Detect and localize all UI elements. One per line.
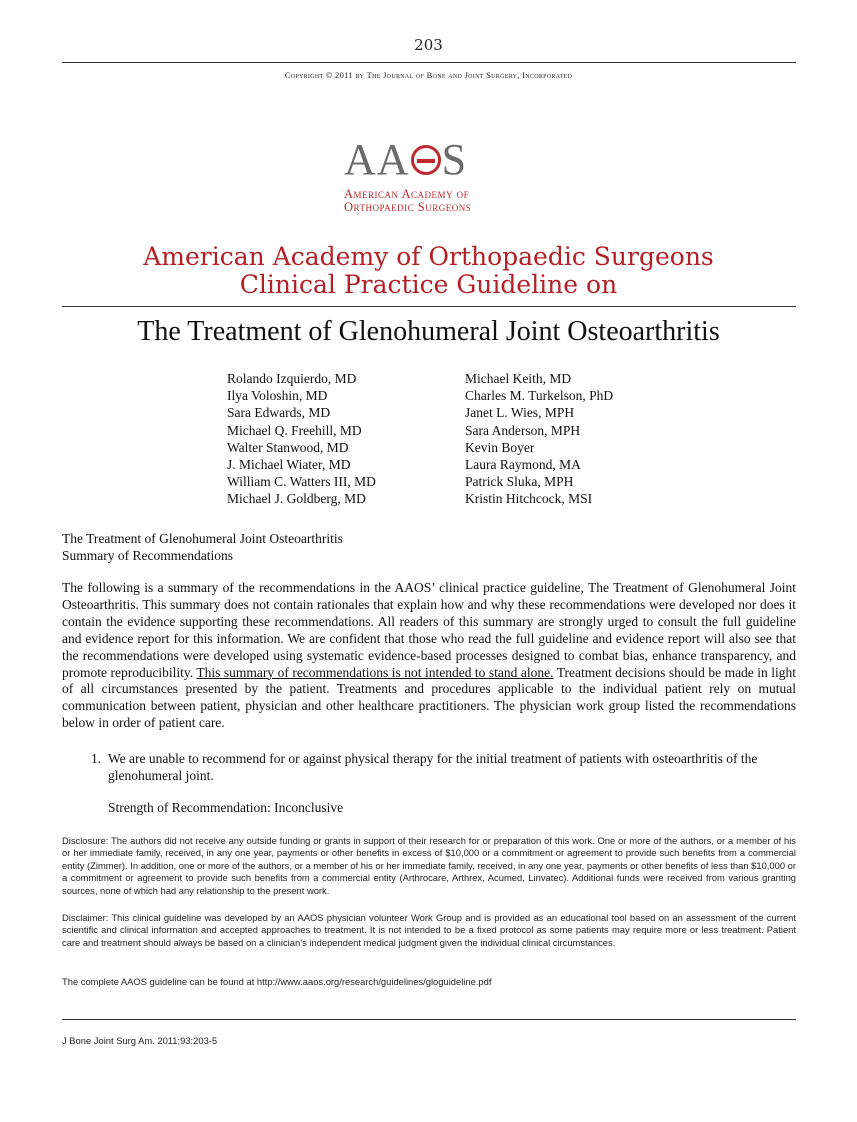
author: J. Michael Wiater, MD — [227, 457, 351, 473]
title-rule — [62, 306, 796, 307]
recommendation-number: 1. — [91, 751, 102, 766]
author: Sara Edwards, MD — [227, 405, 331, 421]
guideline-link-text: The complete AAOS guideline can be found at http://www.aaos.org/research/guidelines/gloguideline.pdf — [62, 976, 492, 987]
author: Michael J. Goldberg, MD — [227, 491, 366, 507]
author: Rolando Izquierdo, MD — [227, 371, 357, 386]
author: Ilya Voloshin, MD — [227, 388, 328, 404]
page-title: The Treatment of Glenohumeral Joint Osteoarthritis — [137, 316, 720, 347]
recommendation-strength: Strength of Recommendation: Inconclusive — [108, 800, 344, 815]
summary-text-part1: The following is a summary of the recommendations in the AAOS’ clinical practice guideline, The Treatment of Glenohumeral Joint Osteoarthritis. This summary does not contain rationales that explain how and why these recommendations were developed nor does it contain the evidence supporting these recommendations. All readers of this summary are strongly urged to consult the full guideline and evidence report for this information. We are confident that those who read the full guideline and evidence report will also see that the recommendations were developed using systematic evidence-based processes designed to combat bias, enhance transparency, and promote reproducibility. — [62, 580, 796, 680]
aaos-logo-mark — [344, 135, 524, 184]
citation-footer: J Bone Joint Surg Am. 2011;93:203-5 — [62, 1035, 218, 1046]
footer-rule — [62, 1019, 796, 1020]
summary-underlined-text: This summary of recommendations is not intended to stand alone. — [196, 664, 554, 680]
summary-heading — [62, 530, 343, 564]
summary-text-part2: Treatment decisions should be made in light of all circumstances presented by the patient. Treatments and procedures applicable to the individual patient rely on mutual communication between patient, physician and other healthcare practitioners. The physician work group listed the recommendations below in order of patient care. — [62, 664, 796, 731]
recommendation-item — [91, 751, 796, 785]
author: Michael Q. Freehill, MD — [227, 422, 362, 438]
authors-right-column — [465, 370, 613, 508]
logo-o-icon — [411, 145, 441, 175]
author: Patrick Sluka, MPH — [465, 474, 574, 490]
summary-paragraph — [62, 580, 796, 732]
summary-heading-line1: The Treatment of Glenohumeral Joint Osteoarthritis — [62, 531, 343, 546]
logo-subtitle-line2: Orthopaedic Surgeons — [344, 200, 472, 214]
guideline-heading — [0, 243, 857, 299]
authors-left-column — [227, 370, 376, 508]
author: Laura Raymond, MA — [465, 457, 581, 473]
disclaimer-text: Disclaimer: This clinical guideline was developed by an AAOS physician volunteer Work Group and is provided as an educational tool based on an assessment of the current scientific and clinical information and accepted approaches to treatment. It is not intended to be a fixed protocol as some patients may require more or less treatment. Patient care and treatment should always be based on a clinician’s independent medical judgment given the individual clinical circumstances. — [62, 912, 796, 948]
author: Michael Keith, MD — [465, 371, 572, 386]
logo-subtitle — [344, 188, 524, 214]
page-number: 203 — [414, 36, 443, 54]
guideline-heading-line1: American Academy of Orthopaedic Surgeons — [143, 242, 714, 271]
disclosure-text: Disclosure: The authors did not receive any outside funding or grants in support of their research for or preparation of this work. One or more of the authors, or a member of his or her immediate family, received, in any one year, payments or other benefits in excess of $10,000 or a commitment or agreement to provide such benefits from a commercial entity (Zimmer). In addition, one or more of the authors, or a member of his or her immediate family, received, in any one year, payments or other benefits of less than $10,000 or a commitment or agreement to provide such benefits from a commercial entity (Arthrocare, Arthrex, Acumed, Linvatec). Additional funds were received from various granting sources, none of which had any relationship to the present work. — [62, 835, 796, 896]
author: Walter Stanwood, MD — [227, 439, 349, 455]
author: Kristin Hitchcock, MSI — [465, 491, 593, 507]
recommendation-text: We are unable to recommend for or against physical therapy for the initial treatment of patients with osteoarthritis of the glenohumeral joint. — [108, 751, 758, 783]
author: William C. Watters III, MD — [227, 474, 376, 490]
author: Janet L. Wies, MPH — [465, 405, 575, 421]
logo-subtitle-line1: American Academy of — [344, 187, 470, 201]
author: Kevin Boyer — [465, 439, 535, 455]
header-rule — [62, 62, 796, 63]
author: Sara Anderson, MPH — [465, 422, 581, 438]
logo-mark-pre: AA — [344, 135, 410, 184]
copyright-line: Copyright © 2011 by The Journal of Bone and Joint Surgery, Incorporated — [284, 70, 573, 80]
summary-heading-line2: Summary of Recommendations — [62, 548, 233, 563]
aaos-logo — [344, 135, 524, 214]
logo-mark-post: S — [441, 135, 468, 184]
author: Charles M. Turkelson, PhD — [465, 388, 614, 404]
guideline-heading-line2: Clinical Practice Guideline on — [239, 270, 618, 299]
